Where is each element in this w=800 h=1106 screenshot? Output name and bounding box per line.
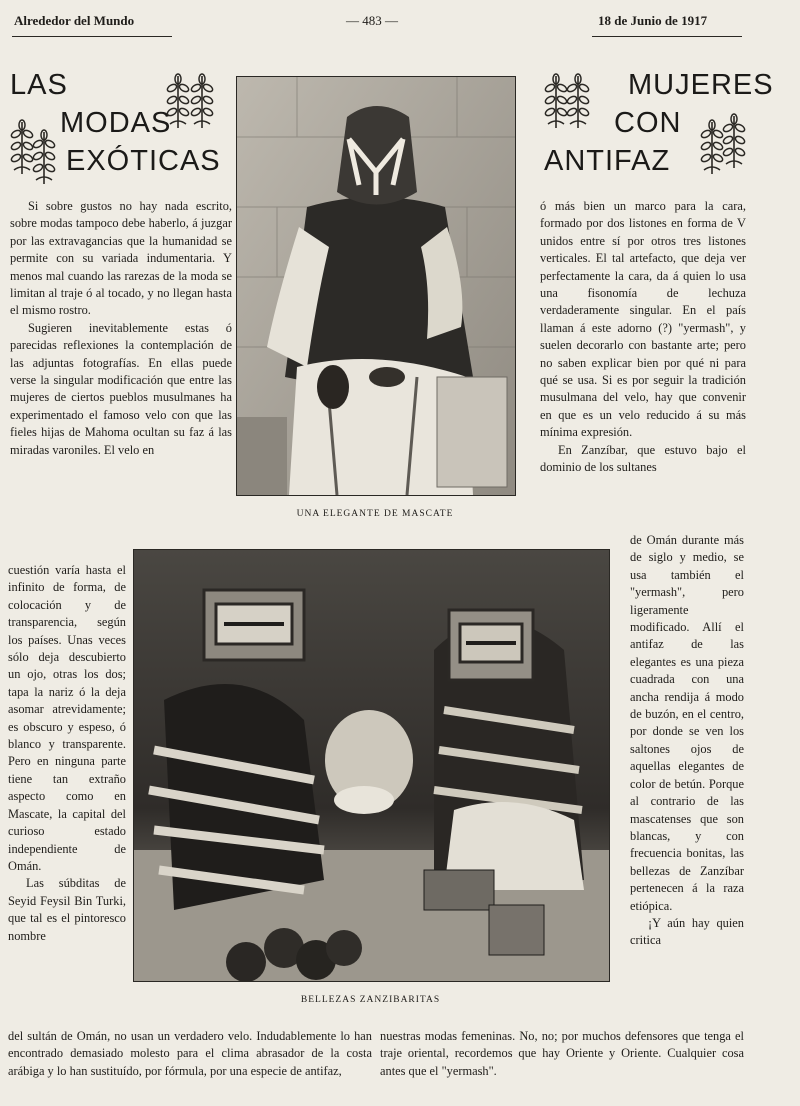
running-head-title: Alrededor del Mundo	[14, 13, 135, 28]
paragraph: de Omán durante más de siglo y medio, se usa también el "yermash", pero ligeramente modificado. Allí el antifaz de las elegantes es una pieza cuadrada con una ancha rendija á modo de buzón, en el centro, por donde se ven los saltones ojos de aquellas elegantes de color de betún. Porque al contrario de las mascatenses que son blancas, y con frecuencia bonitas, las bellezas de Zanzíbar pertenecen á la raza etiópica.	[630, 533, 744, 913]
paragraph: Si sobre gustos no hay nada escrito, sobre modas tampoco debe haberlo, á juzgar por las extravagancias que la humanidad se permite con su variada indumentaria. Y menos mal cuando las rarezas de la moda se limitan al traje ó al tocado, y no llegan hasta el mismo rostro.	[10, 199, 232, 318]
paragraph: nuestras modas femeninas. No, no; por muchos defensores que tenga el traje oriental, recordemos que hay Oriente y Oriente. Cualquier cosa antes que el "yermash".	[380, 1029, 744, 1078]
title-left-line-2: MODAS	[60, 107, 172, 139]
floral-ornament-icon	[32, 128, 56, 186]
article-right-column	[540, 198, 746, 477]
header-rule-right	[592, 36, 742, 37]
article-left-narrow-column	[8, 562, 126, 945]
floral-ornament-icon	[700, 118, 724, 176]
floral-ornament-icon	[166, 72, 190, 130]
photo-zanzibar-women	[133, 549, 610, 982]
caption-photo-zanzibar: BELLEZAS ZANZIBARITAS	[300, 995, 441, 1005]
title-right-line-1: MUJERES	[628, 69, 774, 101]
floral-ornament-icon	[722, 112, 746, 170]
title-left-line-3: EXÓTICAS	[66, 145, 221, 177]
title-right-line-3: ANTIFAZ	[544, 145, 671, 177]
paragraph: ¡Y aún hay quien critica	[630, 915, 744, 948]
paragraph: En Zanzíbar, que estuvo bajo el dominio de los sultanes	[540, 442, 746, 475]
floral-ornament-icon	[190, 72, 214, 130]
title-left-line-1: LAS	[10, 69, 68, 101]
paragraph: cuestión varía hasta el infinito de forma, de colocación y de transparencia, según los países. Unas veces sólo deja descubierto un ojo, otras los dos; tapa la nariz ó la deja asomar atrevidamente; es obscuro y espeso, ó blanco y transparente. Pero en ninguna parte tiene tan extraño aspecto como en Mascate, la capital del curioso estado independiente de Omán.	[8, 563, 126, 873]
article-right-narrow-column	[630, 532, 744, 950]
paragraph: Sugieren inevitablemente estas ó parecidas reflexiones la contemplación de las adjuntas fotografías. En ellas puede verse la singular modificación que entre las mujeres de ciertos pueblos musulmanes ha experimentado el famoso velo con que las fieles hijas de Mahoma ocultan su faz á las miradas varoniles. El velo en	[10, 320, 232, 457]
floral-ornament-icon	[544, 72, 568, 130]
floral-ornament-icon	[566, 72, 590, 130]
caption-photo-mascate: UNA ELEGANTE DE MASCATE	[296, 509, 454, 519]
issue-date: 18 de Junio de 1917	[598, 13, 708, 28]
article-bottom-right	[380, 1028, 744, 1080]
paragraph: ó más bien un marco para la cara, formado por dos listones en forma de V unidos entre sí por otros tres listones verticales. El tal artefacto, que deja ver perfectamente la cara, da á quien lo usa una fisonomía de lechuza verdaderamente singular. En el país llaman á este adorno (?) "yermash", y suelen decorarlo con bastante arte; pero no saben explicar bien por qué ni para qué se usa. Si es por seguir la tradición musulmana del velo, hay que convenir en que es un velo reducido á su más mínima expresión.	[540, 199, 746, 440]
header-rule-left	[12, 36, 172, 37]
paragraph: Las súbditas de Seyid Feysil Bin Turki, que tal es el pintoresco nombre	[8, 876, 126, 943]
floral-ornament-icon	[10, 118, 34, 176]
title-right-line-2: CON	[614, 107, 682, 139]
page-number: — 483 —	[346, 13, 398, 28]
paragraph: del sultán de Omán, no usan un verdadero velo. Indudablemente lo han encontrado demasiado molesto para el clima abrasador de la costa arábiga y lo han sustituído, por fórmula, por una especie de antifaz,	[8, 1029, 372, 1078]
photo-mascate-woman	[236, 76, 516, 496]
article-left-column	[10, 198, 232, 459]
article-bottom-left	[8, 1028, 372, 1080]
